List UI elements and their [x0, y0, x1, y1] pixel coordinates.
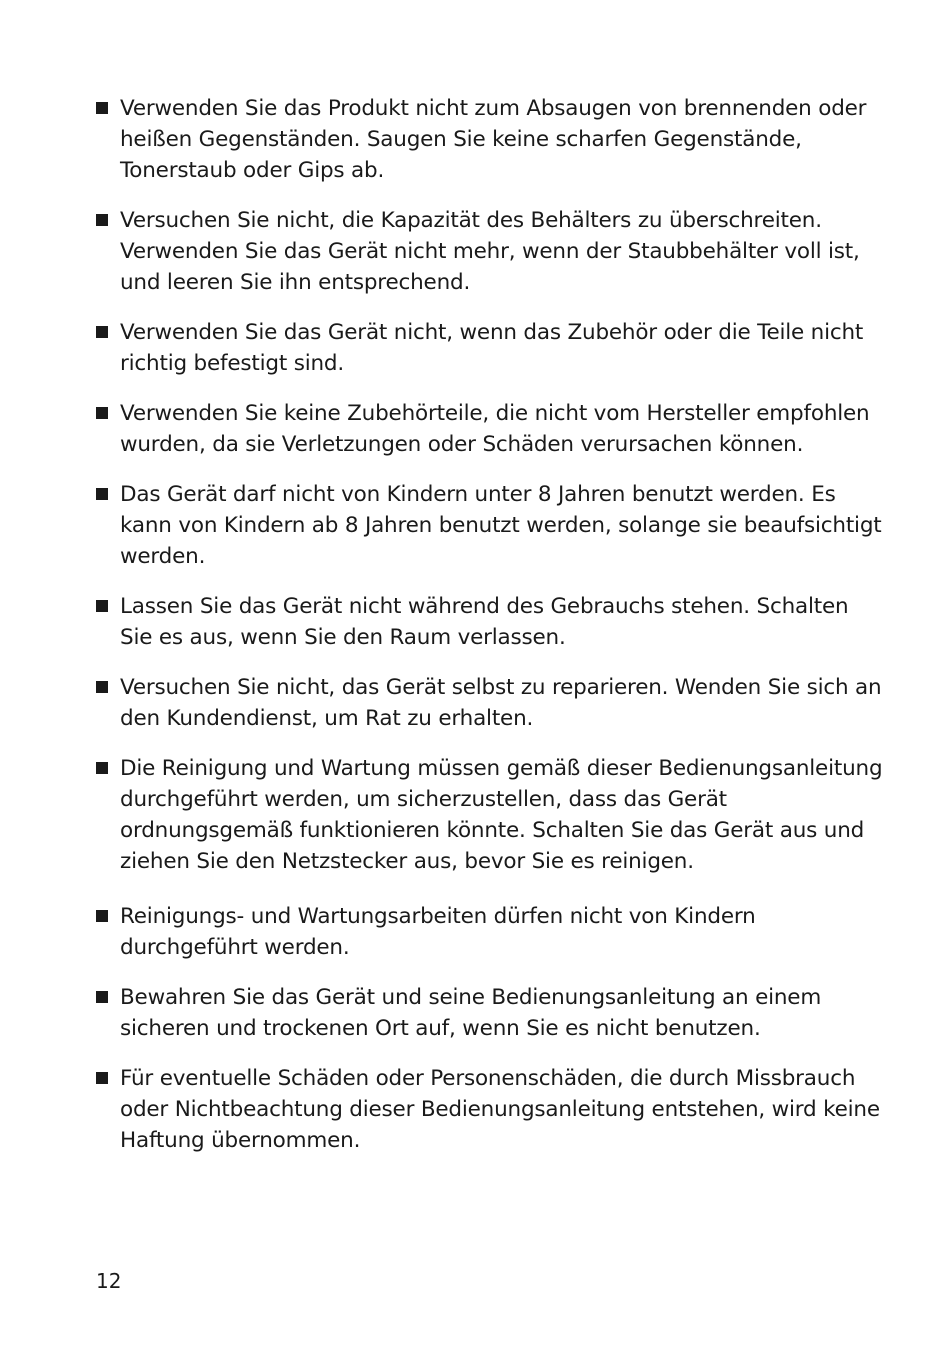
- list-item: [96, 479, 886, 572]
- list-item: [96, 398, 886, 460]
- list-item: [96, 205, 886, 298]
- square-bullet-icon: [96, 407, 108, 419]
- list-item-text: Verwenden Sie das Gerät nicht, wenn das Zubehör oder die Teile nicht richtig befestigt sind.: [120, 320, 864, 376]
- square-bullet-icon: [96, 1072, 108, 1084]
- list-item: [96, 1063, 886, 1156]
- square-bullet-icon: [96, 910, 108, 922]
- list-item-text: Versuchen Sie nicht, das Gerät selbst zu reparieren. Wenden Sie sich an den Kundendienst, um Rat zu erhalten.: [120, 675, 882, 731]
- list-item-text: Das Gerät darf nicht von Kindern unter 8 Jahren benutzt werden. Es kann von Kindern ab 8 Jahren benutzt werden, solange sie beaufsichtigt werden.: [120, 482, 882, 569]
- square-bullet-icon: [96, 681, 108, 693]
- list-item-text: Die Reinigung und Wartung müssen gemäß dieser Bedienungsanleitung durchgeführt werden, um sicherzustellen, dass das Gerät ordnungsgemäß funktionieren könnte. Schalten Sie das Gerät aus und ziehen Sie den Netzstecker aus, bevor Sie es reinigen.: [120, 756, 883, 874]
- safety-instructions-list: [96, 93, 886, 1175]
- square-bullet-icon: [96, 214, 108, 226]
- list-item-text: Reinigungs- und Wartungsarbeiten dürfen nicht von Kindern durchgeführt werden.: [120, 904, 756, 960]
- list-item-text: Bewahren Sie das Gerät und seine Bedienungsanleitung an einem sicheren und trockenen Ort auf, wenn Sie es nicht benutzen.: [120, 985, 822, 1041]
- list-item: [96, 317, 886, 379]
- square-bullet-icon: [96, 991, 108, 1003]
- square-bullet-icon: [96, 600, 108, 612]
- square-bullet-icon: [96, 762, 108, 774]
- square-bullet-icon: [96, 326, 108, 338]
- list-item: [96, 901, 886, 963]
- list-item-text: Verwenden Sie das Produkt nicht zum Absaugen von brennenden oder heißen Gegenständen. Saugen Sie keine scharfen Gegenstände, Tonerstaub oder Gips ab.: [120, 96, 867, 183]
- list-item: [96, 591, 886, 653]
- square-bullet-icon: [96, 488, 108, 500]
- page-number: 12: [96, 1269, 122, 1293]
- list-item: [96, 982, 886, 1044]
- list-item-text: Versuchen Sie nicht, die Kapazität des Behälters zu überschreiten. Verwenden Sie das Gerät nicht mehr, wenn der Staubbehälter voll ist, und leeren Sie ihn entsprechend.: [120, 208, 860, 295]
- list-item: [96, 93, 886, 186]
- square-bullet-icon: [96, 102, 108, 114]
- list-item: [96, 753, 886, 877]
- list-item-text: Lassen Sie das Gerät nicht während des Gebrauchs stehen. Schalten Sie es aus, wenn Sie den Raum verlassen.: [120, 594, 849, 650]
- list-item-text: Für eventuelle Schäden oder Personenschäden, die durch Missbrauch oder Nichtbeachtung dieser Bedienungsanleitung entstehen, wird keine Haftung übernommen.: [120, 1066, 880, 1153]
- list-item-text: Verwenden Sie keine Zubehörteile, die nicht vom Hersteller empfohlen wurden, da sie Verletzungen oder Schäden verursachen können.: [120, 401, 870, 457]
- list-item: [96, 672, 886, 734]
